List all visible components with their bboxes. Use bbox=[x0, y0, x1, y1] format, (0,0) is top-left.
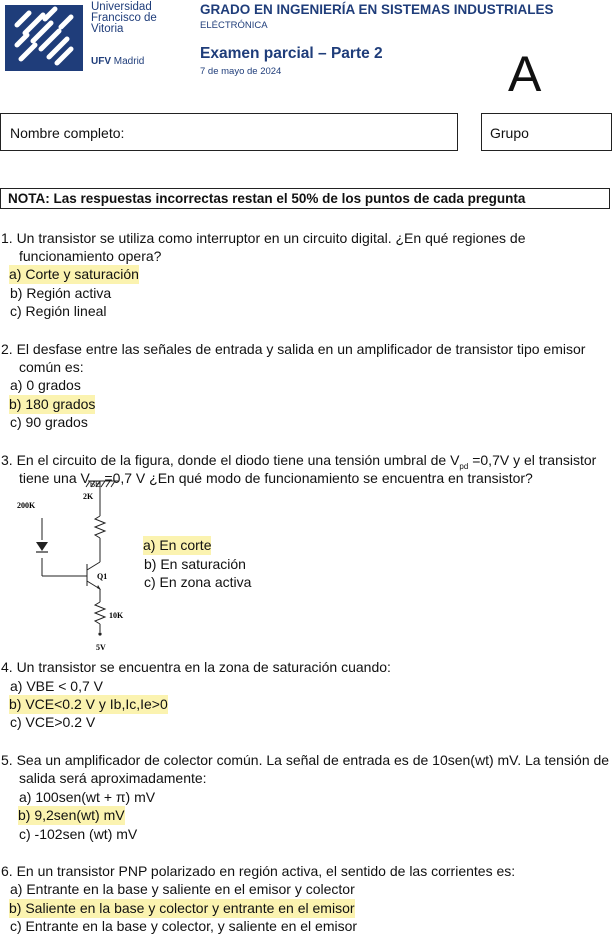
group-label: Grupo bbox=[490, 125, 529, 141]
exam-title: Examen parcial – Parte 2 bbox=[200, 45, 383, 62]
exam-date: 7 de mayo de 2024 bbox=[200, 66, 282, 77]
q3-option-b: b) En saturación bbox=[144, 556, 246, 572]
campus-bold: UFV bbox=[91, 56, 111, 67]
ufv-logo bbox=[5, 5, 83, 71]
name-label: Nombre completo: bbox=[10, 125, 125, 141]
q3-option-a: a) En corte bbox=[143, 537, 212, 553]
campus-label bbox=[91, 56, 144, 67]
question-6: 6. En un transistor PNP polarizado en región activa, el sentido de las corrientes es: bbox=[1, 863, 516, 879]
q3-text-b: =0,7V y el transistor bbox=[468, 452, 597, 468]
label-q1: Q1 bbox=[97, 572, 108, 581]
q3-sub-pd: pd bbox=[459, 461, 469, 471]
note-box: NOTA: Las respuestas incorrectas restan el 50% de los puntos de cada pregunta bbox=[0, 188, 610, 209]
q1-option-a: a) Corte y saturación bbox=[9, 266, 139, 282]
label-200k: 200K bbox=[17, 501, 36, 510]
campus-city: Madrid bbox=[113, 56, 145, 67]
q4-option-a: a) VBE < 0,7 V bbox=[10, 678, 103, 694]
university-name bbox=[91, 2, 157, 35]
circuit-diagram bbox=[15, 478, 135, 656]
q3-text-d: =0,7 V ¿En qué modo de funcionamiento se encuentra en transistor? bbox=[100, 470, 533, 486]
q3-text-c: tiene una V bbox=[19, 470, 90, 486]
exam-version: A bbox=[508, 46, 542, 102]
question-1: 1. Un transistor se utiliza como interruptor en un circuito digital. ¿En qué regiones de bbox=[1, 230, 526, 246]
q2-option-b: b) 180 grados bbox=[9, 396, 96, 412]
question-2: 2. El desfase entre las señales de entrada y salida en un amplificador de transistor tipo emisor bbox=[1, 341, 586, 357]
q4-option-b: b) VCE<0.2 V y Ib,Ic,Ie>0 bbox=[9, 696, 168, 712]
university-line-1: Universidad bbox=[91, 1, 152, 13]
subject-label: ELÉCTRÓNICA bbox=[200, 20, 268, 31]
q5-option-b: b) 9,2sen(wt) mV bbox=[18, 807, 125, 823]
q5-option-c: c) -102sen (wt) mV bbox=[19, 826, 138, 842]
question-4: 4. Un transistor se encuentra en la zona de saturación cuando: bbox=[1, 659, 391, 675]
q3-text-a: 3. En el circuito de la figura, donde el diodo tiene una tensión umbral de V bbox=[1, 452, 460, 468]
q2-option-c: c) 90 grados bbox=[10, 414, 88, 430]
q1-option-c: c) Región lineal bbox=[10, 303, 107, 319]
name-field[interactable] bbox=[0, 113, 458, 151]
question-1-cont: funcionamiento opera? bbox=[19, 248, 162, 264]
q6-option-c: c) Entrante en la base y colector, y saliente en el emisor bbox=[10, 918, 358, 934]
q4-option-c: c) VCE>0.2 V bbox=[10, 714, 96, 730]
question-2-cont: común es: bbox=[19, 359, 84, 375]
label-10k: 10K bbox=[109, 611, 124, 620]
q6-option-a: a) Entrante en la base y saliente en el emisor y colector bbox=[10, 881, 355, 897]
question-5-cont: salida será aproximadamente: bbox=[19, 770, 207, 786]
q6-option-b: b) Saliente en la base y colector y entrante en el emisor bbox=[9, 900, 355, 916]
degree-title: GRADO EN INGENIERÍA EN SISTEMAS INDUSTRIALES bbox=[200, 2, 554, 17]
question-5: 5. Sea un amplificador de colector común. La señal de entrada es de 10sen(wt) mV. La tensión de bbox=[1, 752, 610, 768]
label-2k: 2K bbox=[83, 492, 94, 501]
q5-option-a: a) 100sen(wt + π) mV bbox=[19, 789, 156, 805]
q2-option-a: a) 0 grados bbox=[10, 377, 81, 393]
university-line-2: Francisco de bbox=[91, 12, 157, 24]
group-field[interactable] bbox=[481, 113, 612, 151]
label-5v: 5V bbox=[96, 643, 106, 652]
q3-option-c: c) En zona activa bbox=[144, 574, 252, 590]
university-line-3: Vitoria bbox=[91, 23, 124, 35]
q3-sub-be: BE bbox=[89, 479, 101, 489]
q1-option-b: b) Región activa bbox=[10, 285, 112, 301]
